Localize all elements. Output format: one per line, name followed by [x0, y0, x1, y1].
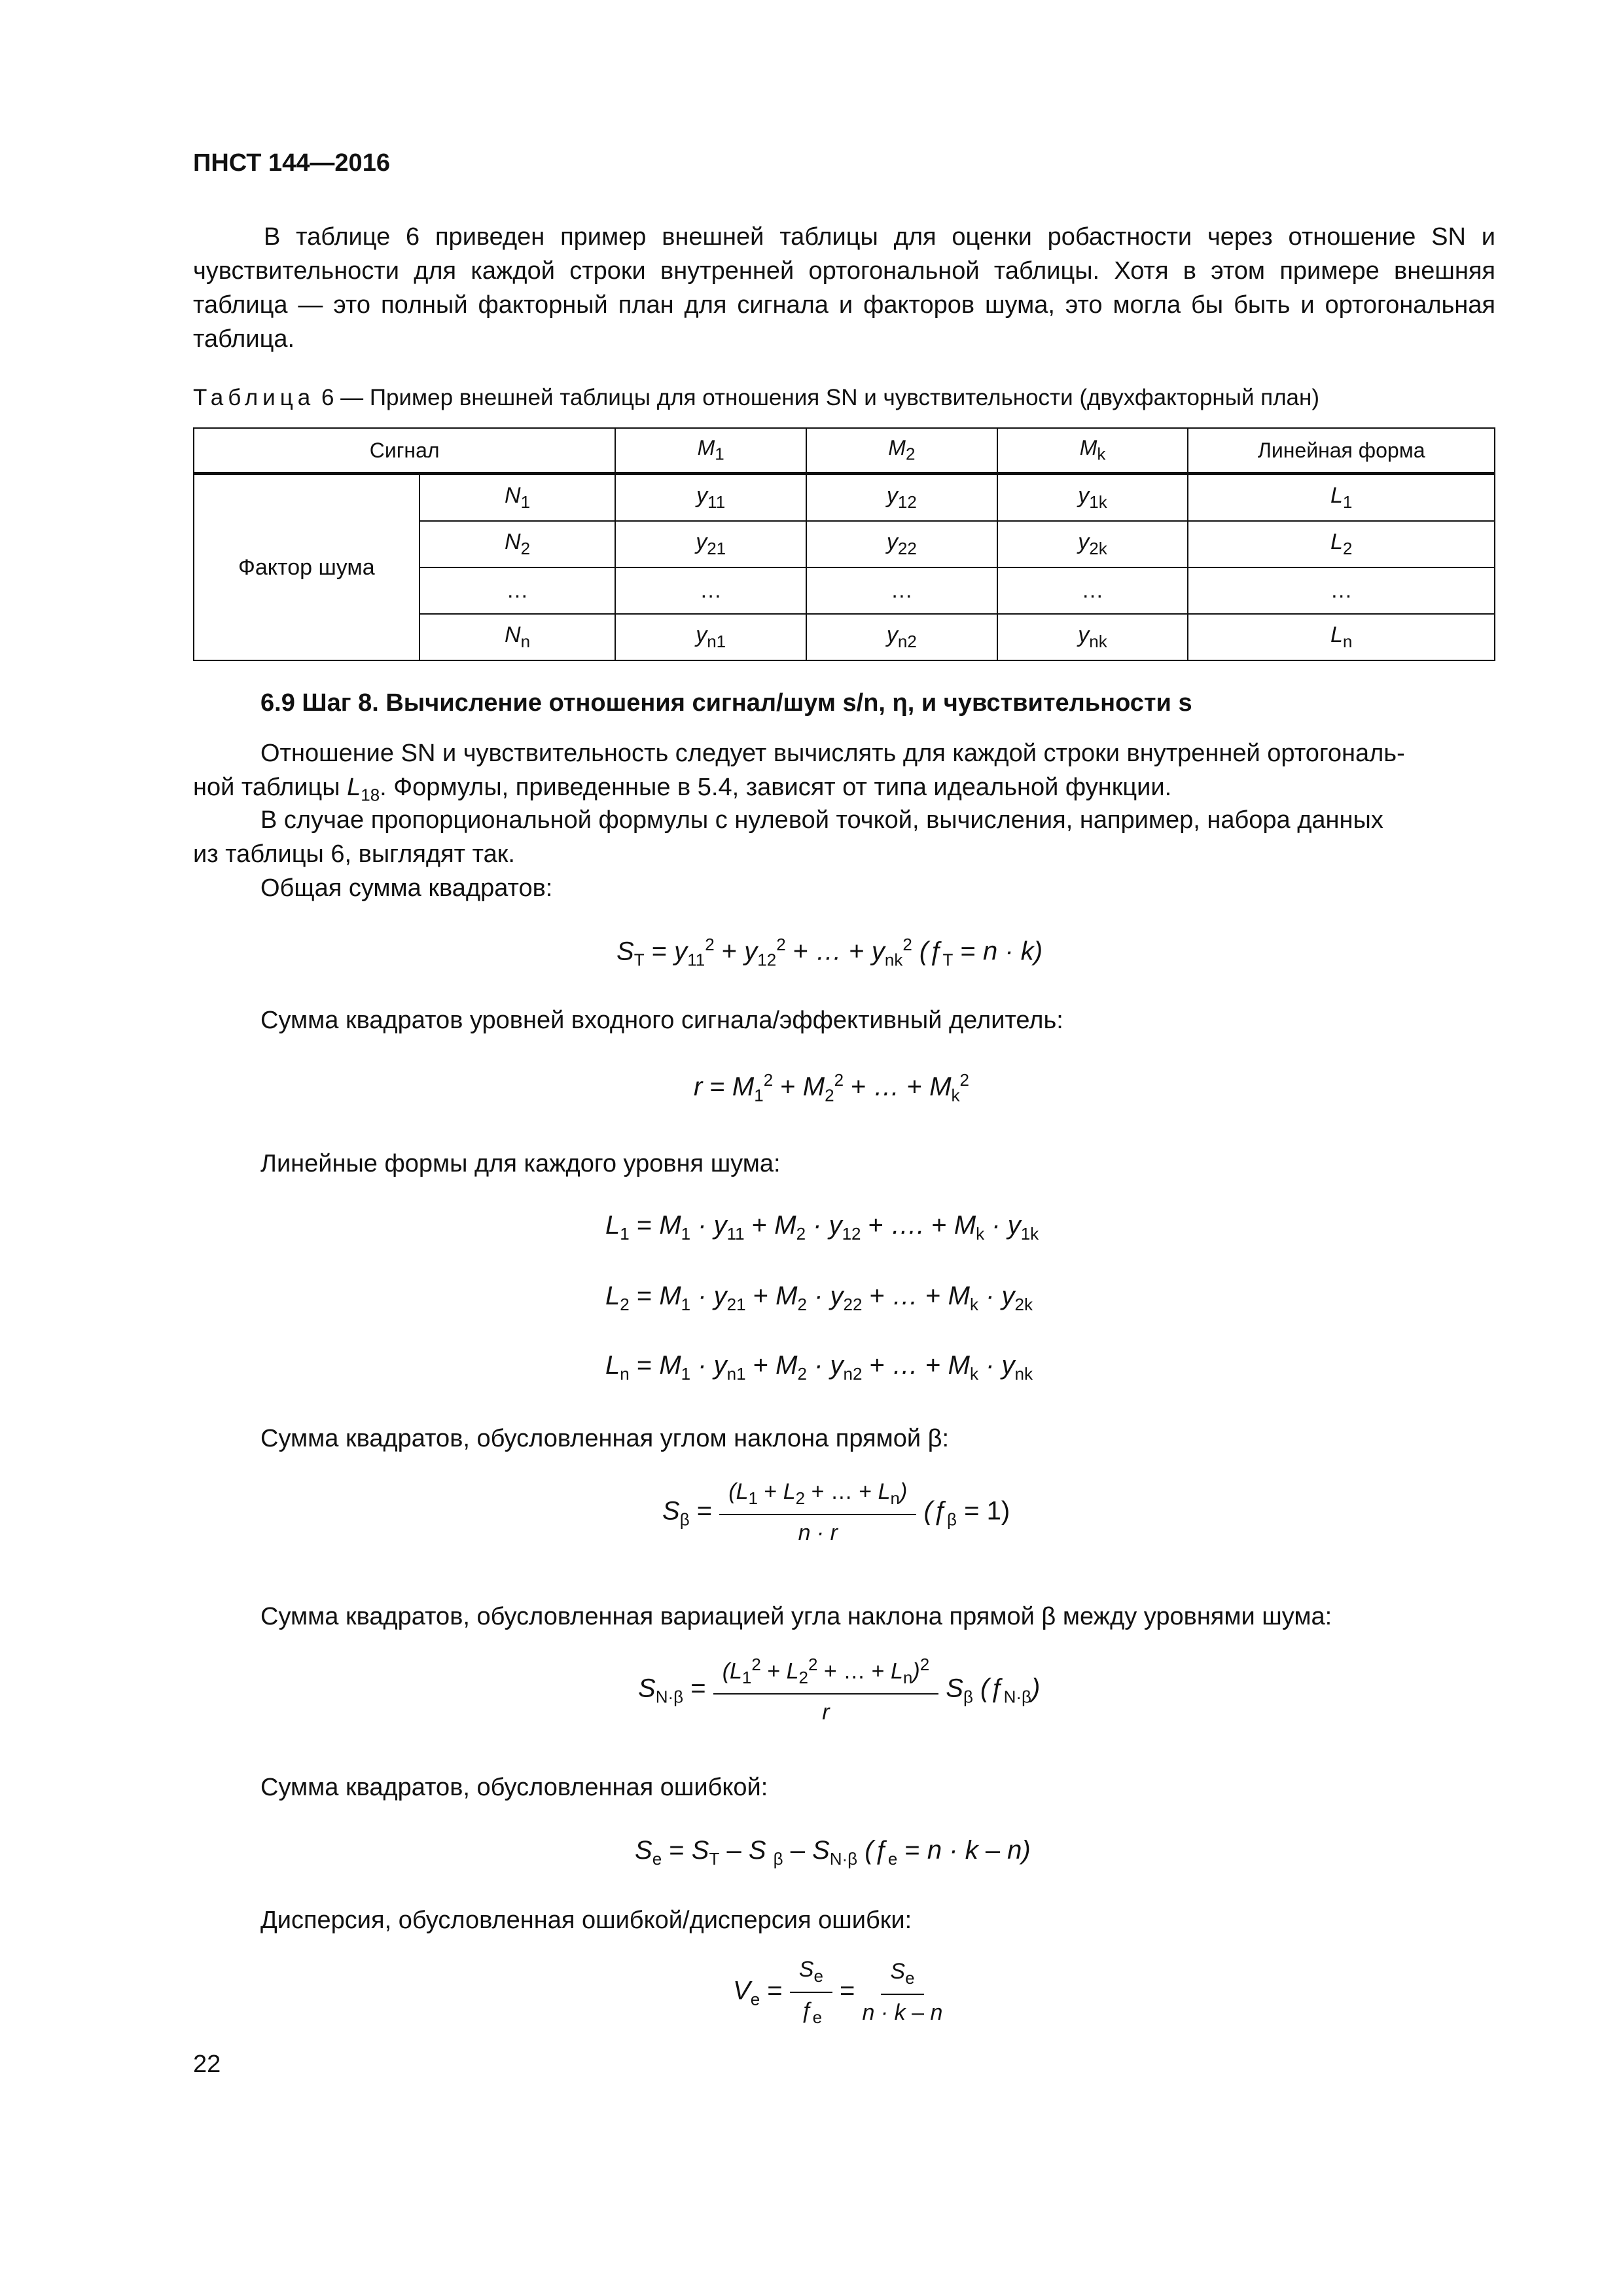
- paragraph-line: ной таблицы $L_{18}$. Формулы, приведенные в 5.4, зависят от типа идеальной функции.: [193, 774, 1172, 805]
- cell-ellipsis: …: [615, 567, 806, 614]
- paragraph-line: В случае пропорциональной формулы с нулевой точкой, вычисления, например, набора данных: [260, 806, 1383, 834]
- table-header-row: [194, 428, 1495, 474]
- formula-s-n-beta: $S_{N\cdot\beta}$ = $\frac{(L_1^2 + L_2^2 + \dots + L_n)^2}{r}$ $S_\beta$ $(ƒ_{N\cdot\beta})$: [638, 1655, 1041, 1725]
- formula-s-beta: $S_\beta$ = $\frac{(L_1 + L_2 + \dots + L_n)}{n \cdot r}$ $(ƒ_\beta = 1)$: [662, 1479, 1010, 1545]
- formula-total-sum: $S_T = y_{11}^2 + y_{12}^2$ + … + $y_{nk}^2$ $(ƒ_T = n \cdot k)$: [616, 935, 1043, 970]
- header-linear-form: Линейная форма: [1188, 428, 1495, 474]
- formula-error-variance: $V_e$ = $\frac{S_e}{ƒ_e}$ = $\frac{S_e}{n \cdot k - n}$: [733, 1957, 943, 2027]
- cell-ellipsis: …: [419, 567, 616, 614]
- header-m2: $M_2$: [806, 428, 997, 474]
- cell-y: $y_{22}$: [806, 521, 997, 567]
- caption-text: 6 — Пример внешней таблицы для отношения SN и чувствительности (двухфакторный план): [321, 385, 1319, 410]
- table-row: [194, 474, 1495, 522]
- intro-text: В таблице 6 приведен пример внешней таблицы для оценки робастности через отношение SN и чувствительности для каждой строки внутренней ортогональной таблицы. Хотя в этом примере внешняя таблица — это полный факторный план для сигнала и факторов шума, это могла бы быть и ортогональная таблица.: [193, 223, 1495, 353]
- formula-linear-form-n: $L_n = M_1 \cdot y_{n1} + M_2 \cdot y_{n2}$ + … + $M_k \cdot y_{nk}$: [605, 1351, 1033, 1384]
- cell-y: $y_{1k}$: [997, 474, 1188, 522]
- cell-noise-level: $N_2$: [419, 521, 616, 567]
- label-beta: Сумма квадратов, обусловленная углом наклона прямой β:: [260, 1425, 950, 1452]
- label-error: Сумма квадратов, обусловленная ошибкой:: [260, 1774, 768, 1801]
- cell-linear-form: $L_2$: [1188, 521, 1495, 567]
- header-signal: Сигнал: [194, 428, 615, 474]
- cell-linear-form: $L_1$: [1188, 474, 1495, 522]
- section-title: 6.9 Шаг 8. Вычисление отношения сигнал/шум s/n, η, и чувствительности s: [260, 689, 1192, 717]
- cell-noise-level: $N_1$: [419, 474, 616, 522]
- cell-ellipsis: …: [1188, 567, 1495, 614]
- cell-y: $y_{n1}$: [615, 614, 806, 660]
- formula-s-error: $S_e = S_T - S$ $_\beta - S_{N\cdot\beta}$ $(ƒ_e = n \cdot k - n)$: [635, 1836, 1031, 1869]
- table-caption: [193, 385, 1319, 411]
- document-header: ПНСТ 144—2016: [193, 149, 390, 177]
- noise-factor-label: Фактор шума: [194, 474, 419, 661]
- page-number: 22: [193, 2051, 221, 2078]
- header-mk: $M_k$: [997, 428, 1188, 474]
- intro-paragraph: [193, 220, 1495, 356]
- label-total-sum: Общая сумма квадратов:: [260, 874, 553, 902]
- cell-ellipsis: …: [806, 567, 997, 614]
- cell-y: $y_{21}$: [615, 521, 806, 567]
- label-variance: Дисперсия, обусловленная ошибкой/дисперсия ошибки:: [260, 1907, 912, 1934]
- label-n-beta: Сумма квадратов, обусловленная вариацией угла наклона прямой β между уровнями шума:: [260, 1603, 1332, 1630]
- formula-linear-form-2: $L_2 = M_1 \cdot y_{21} + M_2 \cdot y_{22}$ + … + $M_k \cdot y_{2k}$: [605, 1282, 1033, 1314]
- label-input-signal: Сумма квадратов уровней входного сигнала/эффективный делитель:: [260, 1007, 1063, 1034]
- cell-y: $y_{n2}$: [806, 614, 997, 660]
- paragraph-line: Отношение SN и чувствительность следует вычислять для каждой строки внутренней ортогональ-: [260, 740, 1405, 767]
- header-m1: $M_1$: [615, 428, 806, 474]
- paragraph-line: из таблицы 6, выглядят так.: [193, 840, 515, 868]
- label-linear-forms: Линейные формы для каждого уровня шума:: [260, 1150, 781, 1177]
- cell-y: $y_{2k}$: [997, 521, 1188, 567]
- formula-effective-divider: $r = M_1^2 + M_2^2$ + … + $M_k^2$: [694, 1070, 970, 1105]
- cell-linear-form: $L_n$: [1188, 614, 1495, 660]
- cell-y: $y_{12}$: [806, 474, 997, 522]
- formula-linear-form-1: $L_1 = M_1 \cdot y_{11} + M_2 \cdot y_{12}$ + …. + $M_k \cdot y_{1k}$: [605, 1211, 1039, 1244]
- cell-noise-level: $N_n$: [419, 614, 616, 660]
- caption-word: Таблица: [193, 385, 315, 410]
- cell-y: $y_{11}$: [615, 474, 806, 522]
- outer-array-table: [193, 427, 1495, 661]
- cell-y: $y_{nk}$: [997, 614, 1188, 660]
- cell-ellipsis: …: [997, 567, 1188, 614]
